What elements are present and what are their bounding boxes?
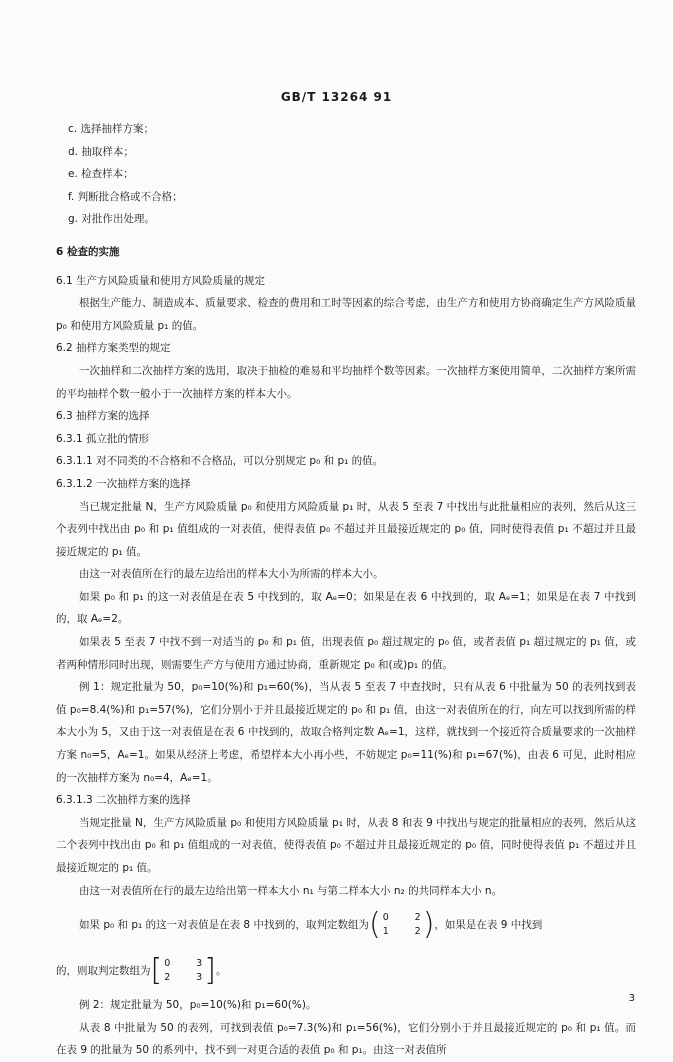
matrix-line-2 bbox=[56, 948, 636, 994]
matrix-cell: 3 bbox=[196, 972, 203, 984]
paragraph: 一次抽样和二次抽样方案的选用，取决于抽检的难易和平均抽样个数等因素。一次抽样方案使用简单，二次抽样方案所需的平均抽样个数一般小于一次抽样方案的样本大小。 bbox=[56, 364, 636, 400]
example-2: 例 2：规定批量为 50，p₀=10(%)和 p₁=60(%)。 bbox=[79, 999, 317, 1012]
matrix-cell: 2 bbox=[164, 972, 171, 984]
matrix-cell: 2 bbox=[414, 926, 421, 938]
matrix-line-1 bbox=[56, 902, 636, 948]
paragraph: 由这一对表值所在行的最左边给出第一样本大小 n₁ 与第二样本大小 n₂ 的共同样本大小 n。 bbox=[79, 884, 503, 897]
section-heading-6-3: 6.3 抽样方案的选择 bbox=[56, 410, 150, 423]
section-heading-6-2: 6.2 抽样方案类型的规定 bbox=[56, 342, 171, 355]
paragraph: 当规定批量 N，生产方风险质量 p₀ 和使用方风险质量 p₁ 时，从表 8 和表 9 中找出与规定的批量相应的表列，然后从这二个表列中找出由 p₀ 和 p₁ 值组成的一对表值，使得表值 p₀ 不超过并且最接近规定的 p₀ 值，同时使得表值 p₁ 不超过并且最接近规定的 p₁ 值。 bbox=[56, 816, 636, 874]
paragraph: 如果表 5 至表 7 中找不到一对适当的 p₀ 和 p₁ 值，出现表值 p₀ 超过规定的 p₀ 值，或者表值 p₁ 超过规定的 p₁ 值，或者两种情形同时出现，则需要生产方与使用方通过协商，重新规定 p₀ 和(或)p₁ 的值。 bbox=[56, 636, 636, 671]
document-body bbox=[56, 118, 636, 1062]
section-heading-6-1: 6.1 生产方风险质量和使用方风险质量的规定 bbox=[56, 274, 266, 287]
list-item: g. 对批作出处理。 bbox=[68, 213, 155, 226]
paragraph: 如果 p₀ 和 p₁ 的这一对表值是在表 5 中找到的，取 Aₑ=0；如果是在表 6 中找到的，取 Aₑ=1；如果是在表 7 中找到的，取 Aₑ=2。 bbox=[56, 590, 636, 626]
example-1: 例 1：规定批量为 50，p₀=10(%)和 p₁=60(%)，当从表 5 至表 7 中查找时，只有从表 6 中批量为 50 的表列找到表值 p₀=8.4(%)和 p₁=57(%)，它们分别小于并且最接近规定的 p₀ 和 p₁ 值，由这一对表值所在的行，向左可以找到所需的样本大小为 5，又由于这一对表值是在表 6 中找到的，故取合格判定数 Aₑ=1，这样，就找到一个接近符合质量要求的一次抽样方案 n₀=5，Aₑ=1。如果从经济上考虑，希望样本大小再小些，不妨规定 p₀=11(%)和 p₁=67(%)，由表 6 可见，此时相应的一次抽样方案为 n₀=4，Aₑ=1。 bbox=[56, 681, 636, 784]
page-number: 3 bbox=[628, 993, 635, 1004]
decision-matrix-table8 bbox=[368, 907, 435, 943]
decision-matrix-table9 bbox=[150, 953, 216, 989]
right-bracket: ) bbox=[422, 907, 435, 943]
list-item: e. 检查样本； bbox=[68, 168, 134, 181]
section-heading-6: 6 检查的实施 bbox=[56, 245, 120, 258]
section-heading-6-3-1-1: 6.3.1.1 对不同类的不合格和不合格品，可以分别规定 p₀ 和 p₁ 的值。 bbox=[56, 455, 384, 468]
matrix-cell: 0 bbox=[164, 958, 171, 970]
paragraph-fragment: 如果 p₀ 和 p₁ 的这一对表值是在表 8 中找到的，取判定数组为 bbox=[79, 918, 369, 931]
matrix-cell: 2 bbox=[414, 912, 421, 924]
paragraph: 从表 8 中批量为 50 的表列，可找到表值 p₀=7.3(%)和 p₁=56(%)，它们分别小于并且最接近规定的 p₀ 和 p₁ 值。而在表 9 的批量为 50 的系列中，找不到一对更合适的表值 p₀ 和 p₁。由这一对表值所 bbox=[56, 1021, 636, 1057]
left-bracket: ( bbox=[368, 907, 381, 943]
paragraph-fragment: ，如果是在表 9 中找到 bbox=[434, 918, 543, 931]
matrix-cell: 3 bbox=[196, 958, 203, 970]
section-heading-6-3-1-2: 6.3.1.2 一次抽样方案的选择 bbox=[56, 477, 191, 490]
paragraph: 根据生产能力、制造成本、质量要求、检查的费用和工时等因素的综合考虑，由生产方和使用方协商确定生产方风险质量 p₀ 和使用方风险质量 p₁ 的值。 bbox=[56, 297, 636, 332]
matrix-cell: 1 bbox=[382, 926, 389, 938]
paragraph-fragment: 的，则取判定数组为 bbox=[56, 964, 151, 977]
list-item: d. 抽取样本； bbox=[68, 145, 134, 158]
left-bracket: [ bbox=[150, 953, 163, 989]
section-heading-6-3-1: 6.3.1 孤立批的情形 bbox=[56, 432, 150, 445]
paragraph-fragment: 。 bbox=[215, 964, 227, 977]
list-item: f. 判断批合格或不合格； bbox=[68, 190, 183, 203]
matrix-cell: 0 bbox=[382, 912, 389, 924]
list-item: c. 选择抽样方案； bbox=[68, 123, 154, 135]
paragraph: 由这一对表值所在行的最左边给出的样本大小为所需的样本大小。 bbox=[79, 568, 384, 581]
paragraph: 当已规定批量 N，生产方风险质量 p₀ 和使用方风险质量 p₁ 时，从表 5 至表 7 中找出与此批量相应的表列，然后从这三个表列中找出由 p₀ 和 p₁ 值组成的一对表值，使得表值 p₀ 不超过并且最接近规定的 p₀ 值，同时使得表值 p₁ 不超过并且最接近规定的 p₁ 值。 bbox=[56, 500, 636, 558]
right-bracket: ] bbox=[204, 953, 216, 989]
standard-header: GB/T 13264 91 bbox=[280, 90, 393, 104]
section-heading-6-3-1-3: 6.3.1.3 二次抽样方案的选择 bbox=[56, 794, 191, 807]
